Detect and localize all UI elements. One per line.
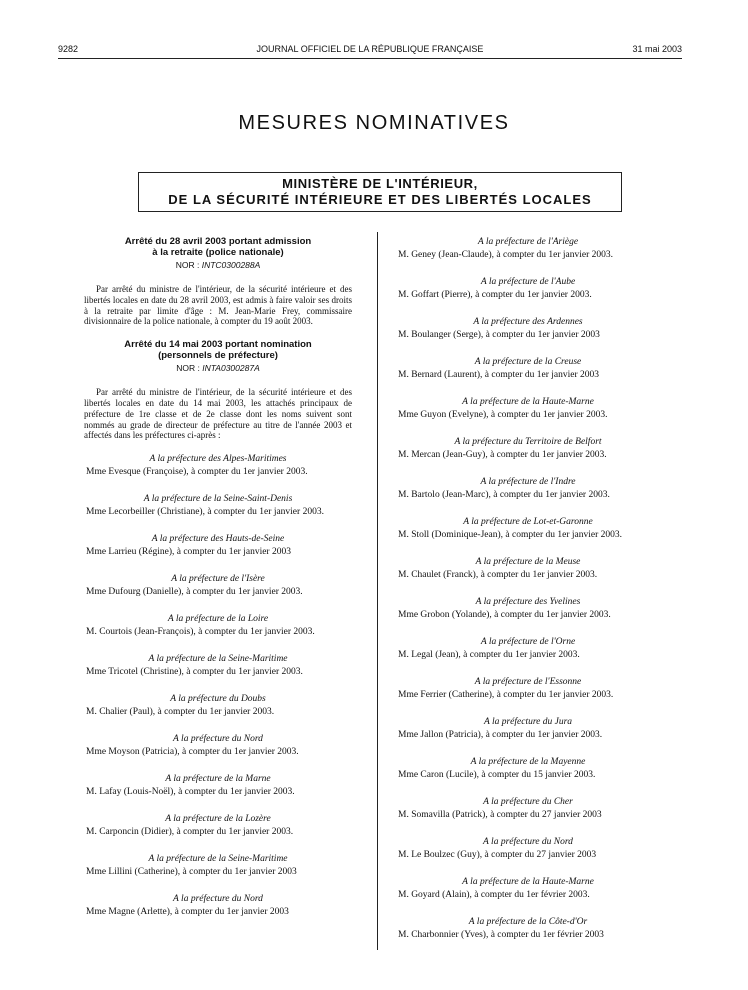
section-title: MESURES NOMINATIVES <box>238 112 510 134</box>
prefecture-heading: A la préfecture de la Seine-Maritime <box>148 854 288 865</box>
right-column <box>396 236 660 956</box>
nomination-entry: M. Mercan (Jean-Guy), à compter du 1er janvier 2003. <box>398 450 607 460</box>
left-column <box>84 236 352 933</box>
arrete-title-line: Arrêté du 14 mai 2003 portant nomination <box>124 339 312 351</box>
nomination-entry: M. Charbonnier (Yves), à compter du 1er février 2003 <box>398 930 604 940</box>
journal-title: JOURNAL OFFICIEL DE LA RÉPUBLIQUE FRANÇAISE <box>256 44 484 54</box>
nomination-entry: M. Stoll (Dominique-Jean), à compter du 1er janvier 2003. <box>398 530 622 540</box>
nomination-entry: M. Bernard (Laurent), à compter du 1er janvier 2003 <box>398 370 600 380</box>
ministry-line-2: DE LA SÉCURITÉ INTÉRIEURE ET DES LIBERTÉS LOCALES <box>168 192 592 207</box>
prefecture-heading: A la préfecture de la Haute-Marne <box>462 397 594 407</box>
nomination-entry: M. Goffart (Pierre), à compter du 1er janvier 2003. <box>398 290 592 300</box>
page-number: 9282 <box>58 44 79 54</box>
prefecture-heading: A la préfecture de la Meuse <box>475 557 581 567</box>
arrete-block <box>84 236 352 327</box>
arrete-block <box>84 339 352 441</box>
nomination-entry: M. Geney (Jean-Claude), à compter du 1er janvier 2003. <box>398 250 613 260</box>
nomination-entry: Mme Larrieu (Régine), à compter du 1er janvier 2003 <box>86 547 291 558</box>
nomination-entry: Mme Evesque (Françoise), à compter du 1er janvier 2003. <box>86 467 308 478</box>
nomination-entry: M. Courtois (Jean-François), à compter du 1er janvier 2003. <box>86 627 315 638</box>
prefecture-heading: A la préfecture du Nord <box>173 894 263 905</box>
nomination-entry: Mme Ferrier (Catherine), à compter du 1er janvier 2003. <box>398 690 614 700</box>
prefecture-heading: A la préfecture de la Marne <box>165 774 271 785</box>
arrete-text: Par arrêté du ministre de l'intérieur, de la sécurité intérieure et des libertés locales en date du 14 mai 2003, les attachés principaux de préfecture de 1re classe et de 2e classe dont les noms suivent sont nommés au grade de directeur de préfecture au titre de l'année 2003 et affectés dans les préfectures ci-après : <box>84 387 352 441</box>
nomination-entry: M. Le Boulzec (Guy), à compter du 27 janvier 2003 <box>398 850 597 860</box>
nomination-entry: M. Somavilla (Patrick), à compter du 27 janvier 2003 <box>398 810 602 820</box>
prefecture-heading: A la préfecture des Alpes-Maritimes <box>149 454 287 465</box>
prefecture-heading: A la préfecture de la Lozère <box>165 814 271 825</box>
nomination-entry: Mme Dufourg (Danielle), à compter du 1er janvier 2003. <box>86 587 303 598</box>
ministry-line-1: MINISTÈRE DE L'INTÉRIEUR, <box>282 176 478 191</box>
prefecture-heading: A la préfecture de la Creuse <box>474 357 582 367</box>
nor-label: NOR : <box>176 363 200 374</box>
prefecture-heading: A la préfecture de l'Aube <box>480 277 576 287</box>
nomination-entry: Mme Caron (Lucile), à compter du 15 janvier 2003. <box>398 770 596 780</box>
nomination-entry: Mme Moyson (Patricia), à compter du 1er janvier 2003. <box>86 747 299 758</box>
nomination-entry: M. Chalier (Paul), à compter du 1er janvier 2003. <box>86 707 275 718</box>
nomination-entry: Mme Guyon (Evelyne), à compter du 1er janvier 2003. <box>398 410 608 420</box>
nomination-entry: M. Boulanger (Serge), à compter du 1er janvier 2003 <box>398 330 600 340</box>
nomination-entry: M. Carponcin (Didier), à compter du 1er janvier 2003. <box>86 827 294 838</box>
publication-date: 31 mai 2003 <box>632 44 682 54</box>
nomination-entry: M. Lafay (Louis-Noël), à compter du 1er janvier 2003. <box>86 787 295 798</box>
nomination-entry: Mme Magne (Arlette), à compter du 1er janvier 2003 <box>86 907 289 918</box>
prefecture-heading: A la préfecture de Lot-et-Garonne <box>463 517 593 527</box>
nomination-entry: Mme Lillini (Catherine), à compter du 1er janvier 2003 <box>86 867 297 878</box>
column-divider <box>377 232 378 950</box>
prefecture-heading: A la préfecture du Territoire de Belfort <box>454 437 602 447</box>
nomination-entry: M. Chaulet (Franck), à compter du 1er janvier 2003. <box>398 570 598 580</box>
nomination-entry: Mme Grobon (Yolande), à compter du 1er janvier 2003. <box>398 610 611 620</box>
prefecture-heading: A la préfecture des Yvelines <box>475 597 581 607</box>
arrete-title <box>84 339 352 361</box>
arrete-title-line: (personnels de préfecture) <box>158 350 278 362</box>
prefecture-heading: A la préfecture de la Haute-Marne <box>462 877 594 887</box>
arrete-title-line: à la retraite (police nationale) <box>152 247 284 258</box>
arrete-title-line: Arrêté du 28 avril 2003 portant admission <box>124 236 312 247</box>
prefecture-heading: A la préfecture de la Seine-Saint-Denis <box>143 494 293 505</box>
prefecture-heading: A la préfecture des Hauts-de-Seine <box>151 534 285 545</box>
prefecture-heading: A la préfecture de la Loire <box>167 614 269 625</box>
prefecture-heading: A la préfecture du Doubs <box>170 694 266 705</box>
nor-code: INTA0300287A <box>202 363 260 374</box>
prefecture-heading: A la préfecture de la Mayenne <box>470 757 586 767</box>
header-rule <box>58 58 682 59</box>
prefecture-heading: A la préfecture de l'Ariège <box>477 237 579 247</box>
nomination-entry: M. Bartolo (Jean-Marc), à compter du 1er janvier 2003. <box>398 490 610 500</box>
nomination-entry: Mme Jallon (Patricia), à compter du 1er janvier 2003. <box>398 730 603 740</box>
prefecture-heading: A la préfecture du Nord <box>483 837 573 847</box>
nor-reference <box>84 363 352 373</box>
nomination-entry: M. Legal (Jean), à compter du 1er janvier 2003. <box>398 650 580 660</box>
nomination-entry: M. Goyard (Alain), à compter du 1er février 2003. <box>398 890 590 900</box>
prefecture-heading: A la préfecture du Nord <box>173 734 263 745</box>
nor-label: NOR : <box>175 260 200 270</box>
prefecture-heading: A la préfecture de l'Orne <box>480 637 576 647</box>
ministry-box <box>138 172 622 212</box>
prefecture-heading: A la préfecture de la Côte-d'Or <box>468 917 588 927</box>
nomination-entry: Mme Tricotel (Christine), à compter du 1er janvier 2003. <box>86 667 303 678</box>
prefecture-heading: A la préfecture du Cher <box>483 797 573 807</box>
nomination-entry: Mme Lecorbeiller (Christiane), à compter du 1er janvier 2003. <box>86 507 324 518</box>
prefecture-heading: A la préfecture de la Seine-Maritime <box>148 654 288 665</box>
prefecture-heading: A la préfecture de l'Indre <box>480 477 576 487</box>
nor-reference <box>84 260 352 270</box>
prefecture-heading: A la préfecture des Ardennes <box>473 317 583 327</box>
arrete-title <box>84 236 352 258</box>
prefecture-heading: A la préfecture de l'Isère <box>171 574 265 585</box>
arrete-text: Par arrêté du ministre de l'intérieur, de la sécurité intérieure et des libertés locales en date du 28 avril 2003, est admis à faire valoir ses droits à la retraite par limite d'âge : M. Jean-Marie Frey, commissaire divisionnaire de la police nationale, à compter du 19 août 2003. <box>84 284 352 327</box>
prefecture-heading: A la préfecture du Jura <box>483 717 573 727</box>
prefecture-heading: A la préfecture de l'Essonne <box>474 677 582 687</box>
nor-code: INTC0300288A <box>201 260 261 270</box>
